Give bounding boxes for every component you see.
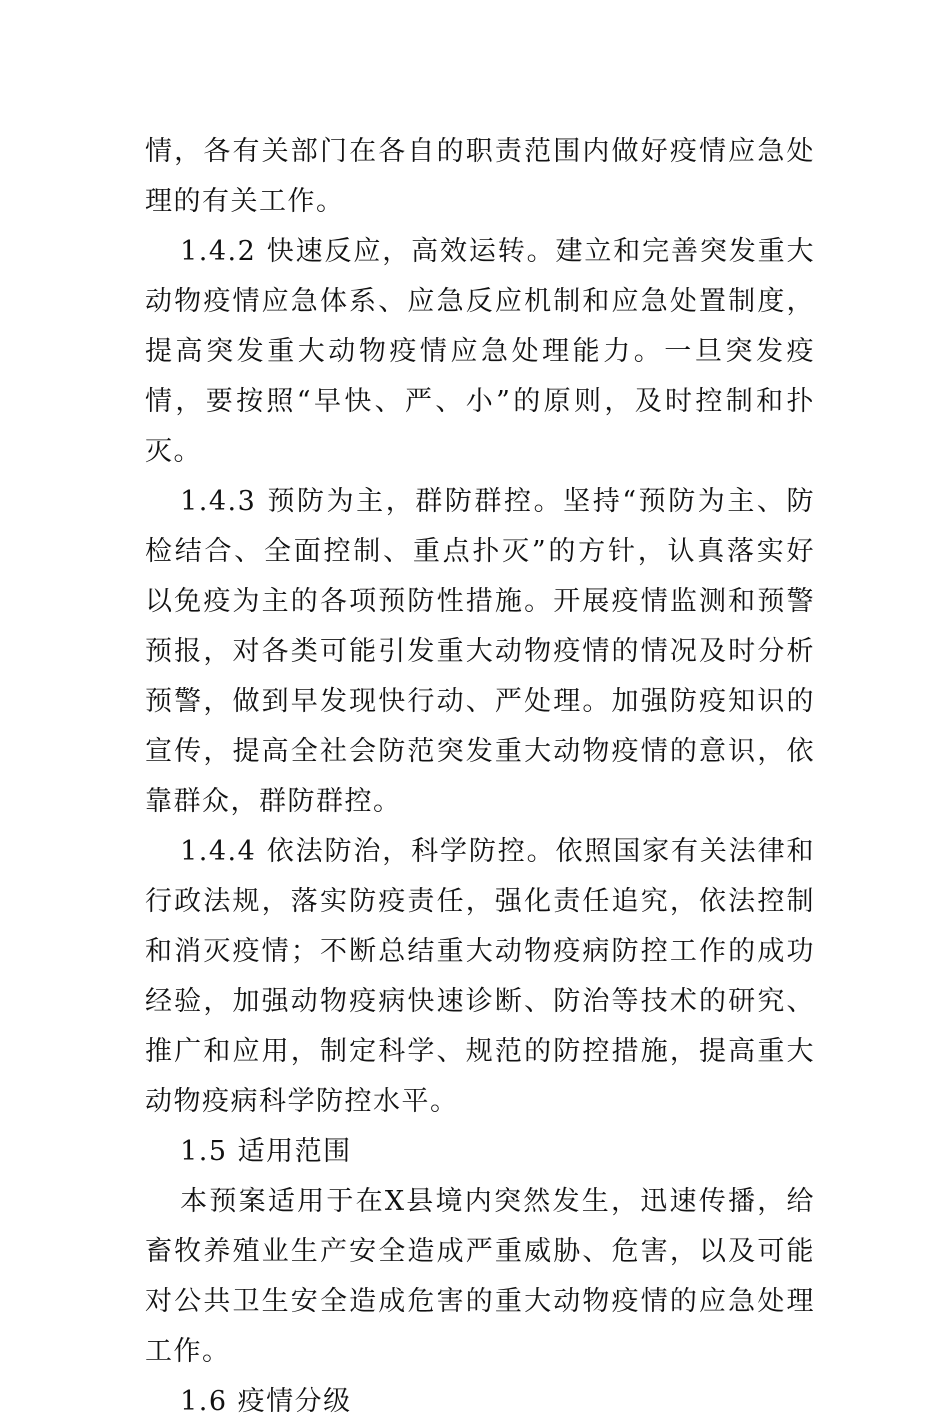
heading-1-6: 1.6 疫情分级 <box>180 1386 352 1417</box>
paragraph-1-4-4: 1.4.4 依法防治，科学防控。依照国家有关法律和行政法规，落实防疫责任，强化责任追究，依法控制和消灭疫情；不断总结重大动物疫病防控工作的成功经验，加强动物疫病快速诊断、防治等技术的研究、推广和应用，制定科学、规范的防控措施，提高重大动物疫病科学防控水平。 <box>145 836 815 1117</box>
heading-1-5: 1.5 适用范围 <box>180 1136 352 1167</box>
paragraph-scope: 本预案适用于在X县境内突然发生，迅速传播，给畜牧养殖业生产安全造成严重威胁、危害，以及可能对公共卫生安全造成危害的重大动物疫情的应急处理工作。 <box>145 1186 815 1367</box>
paragraph-continuation: 情，各有关部门在各自的职责范围内做好疫情应急处理的有关工作。 <box>145 136 815 217</box>
paragraph-1-4-2: 1.4.2 快速反应，高效运转。建立和完善突发重大动物疫情应急体系、应急反应机制和应急处置制度，提高突发重大动物疫情应急处理能力。一旦突发疫情，要按照“早快、严、小”的原则，及时控制和扑灭。 <box>145 236 815 467</box>
paragraph-1-4-3: 1.4.3 预防为主，群防群控。坚持“预防为主、防检结合、全面控制、重点扑灭”的方针，认真落实好以免疫为主的各项预防性措施。开展疫情监测和预警预报，对各类可能引发重大动物疫情的情况及时分析预警，做到早发现快行动、严处理。加强防疫知识的宣传，提高全社会防范突发重大动物疫情的意识，依靠群众，群防群控。 <box>145 486 815 817</box>
document-body <box>145 127 815 1427</box>
